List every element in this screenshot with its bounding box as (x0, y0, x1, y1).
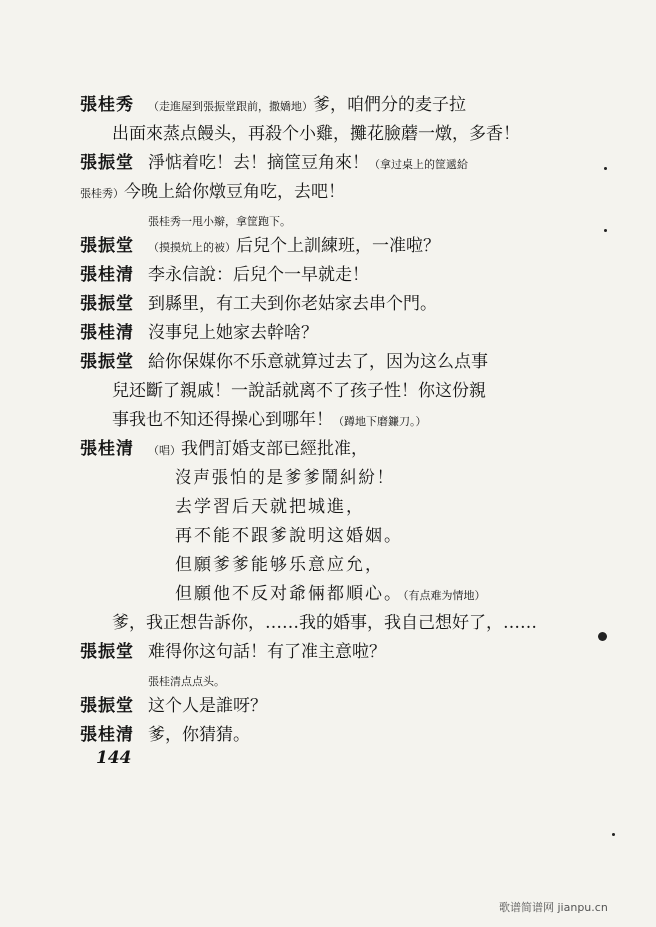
dialogue-text: 給你保媒你不乐意就算过去了，因为这么点事 (148, 352, 488, 372)
dialogue-text: 沒声張怕的是爹爹鬧糾紛！ (175, 468, 396, 488)
line-18 (175, 584, 555, 606)
dialogue-text: 这个人是誰呀？ (148, 696, 267, 716)
speck (612, 833, 615, 836)
dialogue-text: 但願爹爹能够乐意应允， (175, 555, 384, 575)
line-15 (175, 497, 375, 517)
line-13 (80, 439, 440, 461)
stage-direction: 張桂清点点头。 (148, 675, 225, 688)
line-23 (80, 725, 320, 745)
stage-direction: （有点难为情地） (403, 589, 486, 602)
speaker-name: 張桂秀 (80, 95, 134, 115)
line-6 (80, 236, 480, 258)
speck (604, 229, 607, 232)
dialogue-text: 爹，我正想告訴你，……我的婚事，我自己想好了，…… (112, 613, 537, 633)
dialogue-text: 爹，咱們分的麦子拉 (313, 95, 466, 115)
dialogue-text: 但願他不反对爺倆都順心。 (175, 584, 403, 604)
line-9 (80, 323, 400, 343)
speck (598, 632, 607, 641)
dialogue-text: 兒还斷了親戚！一說話就离不了孩子性！你这份親 (112, 381, 486, 401)
dialogue-text: 淨惦着吃！去！摘筐豆角來！ (148, 153, 369, 173)
dialogue-text: 后兒个上訓練班，一准啦？ (236, 236, 440, 256)
dialogue-text: 李永信說：后兒个一早就走！ (148, 265, 369, 285)
line-16 (175, 526, 415, 546)
line-20 (80, 642, 420, 662)
watermark: 歌谱简谱网 jianpu.cn (499, 901, 608, 914)
speck (604, 167, 607, 170)
stage-direction: （摸摸炕上的被） (148, 241, 236, 254)
speaker-name: 張振堂 (80, 352, 134, 372)
dialogue-text: 今晚上給你燉豆角吃，去吧！ (124, 182, 345, 202)
line-14 (175, 468, 396, 488)
line-22 (80, 696, 320, 716)
stage-direction: （走進屋到張振堂跟前，撒嬌地） (148, 100, 313, 113)
dialogue-text: 爹，你猜猜。 (148, 725, 250, 745)
line-8 (80, 294, 500, 314)
line-10 (80, 352, 540, 372)
stage-direction: 張桂秀一甩小辮，拿筐跑下。 (148, 215, 291, 228)
dialogue-text: 去学習后天就把城進， (175, 497, 365, 517)
speaker-name: 張振堂 (80, 294, 134, 314)
dialogue-text: 事我也不知还得操心到哪年！ (112, 410, 333, 430)
page-number: 144 (96, 748, 132, 768)
speaker-name: 張桂清 (80, 725, 134, 745)
line-12 (112, 410, 532, 432)
line-2 (112, 124, 542, 144)
stage-direction: 張桂秀） (80, 187, 124, 200)
speaker-name: 張振堂 (80, 642, 134, 662)
dialogue-text: 难得你这句話！有了准主意啦？ (148, 642, 386, 662)
stage-direction: （蹲地下磨鐮刀。） (333, 415, 427, 428)
line-1 (80, 95, 560, 117)
line-11 (112, 381, 512, 401)
line-5 (148, 211, 348, 232)
stage-direction: （唱） (148, 444, 181, 457)
stage-direction: （拿过桌上的筐遞給 (369, 158, 468, 171)
line-19 (112, 613, 572, 633)
speaker-name: 張振堂 (80, 153, 134, 173)
speaker-name: 張振堂 (80, 236, 134, 256)
line-21 (148, 671, 348, 692)
dialogue-text: 再不能不跟爹說明这婚姻。 (175, 526, 403, 546)
dialogue-text: 到縣里，有工夫到你老姑家去串个門。 (148, 294, 437, 314)
speaker-name: 張桂清 (80, 265, 134, 285)
dialogue-text: 我們訂婚支部已經批准， (181, 439, 368, 459)
line-7 (80, 265, 420, 285)
line-3 (80, 153, 570, 175)
dialogue-text: 出面來蒸点饅头，再殺个小雞，攤花臉蘑一燉，多香！ (112, 124, 520, 144)
line-4 (80, 182, 400, 204)
speaker-name: 張振堂 (80, 696, 134, 716)
speaker-name: 張桂清 (80, 439, 134, 459)
line-17 (175, 555, 415, 575)
dialogue-text: 沒事兒上她家去幹啥？ (148, 323, 318, 343)
speaker-name: 張桂清 (80, 323, 134, 343)
